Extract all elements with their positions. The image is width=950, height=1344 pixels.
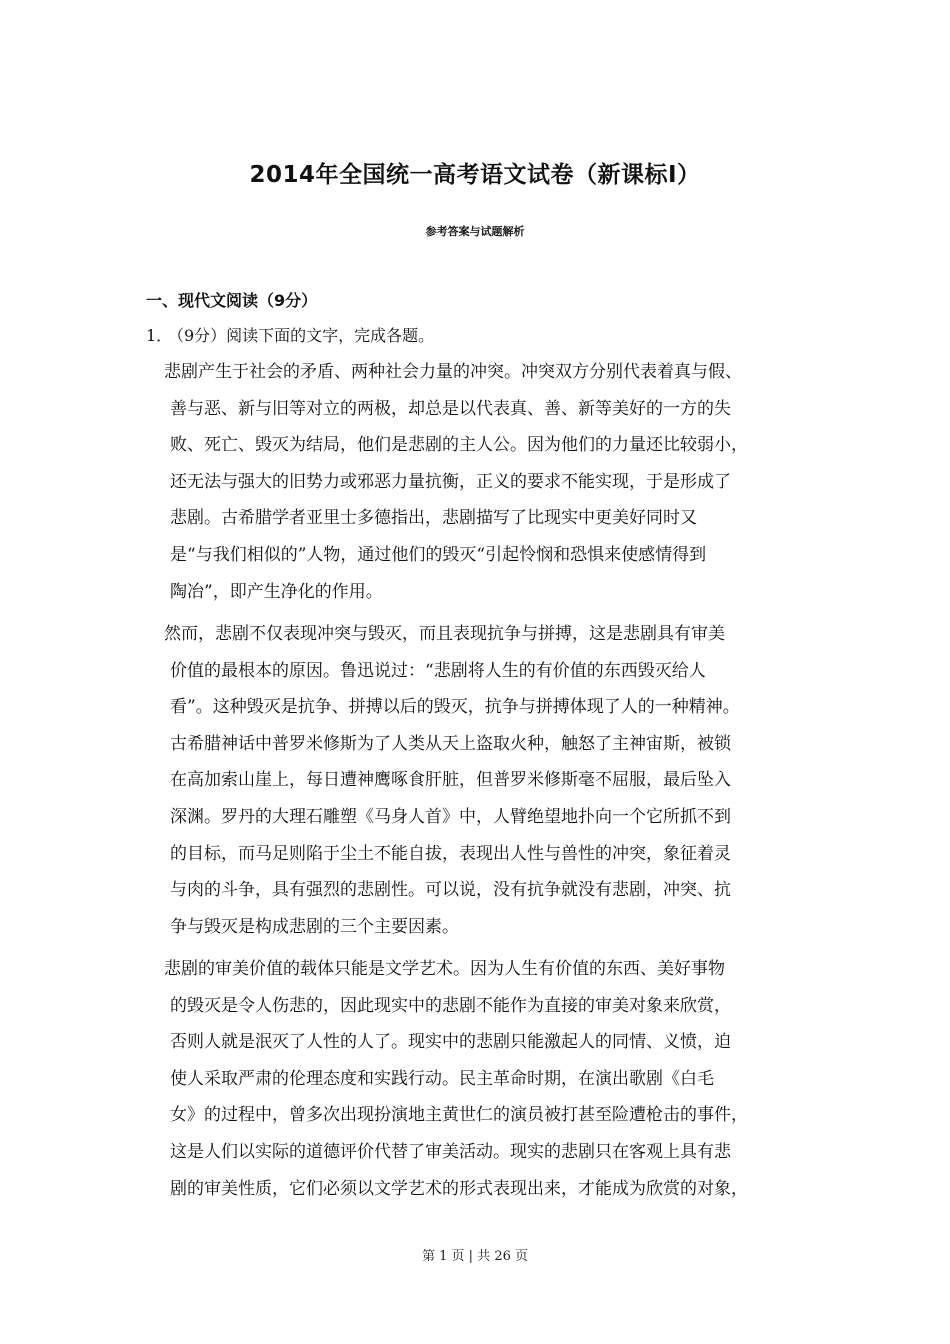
passage-paragraph [164, 616, 824, 945]
paragraph-line: 争与毁灭是构成悲剧的三个主要因素。 [170, 916, 459, 937]
paragraph-line: 善与恶、新与旧等对立的两极，却总是以代表真、善、新等美好的一方的失 [170, 398, 731, 419]
paragraph-line: 在高加索山崖上，每日遭神鹰啄食肝脏，但普罗米修斯毫不屈服，最后坠入 [170, 770, 731, 791]
paragraph-line: 是“与我们相似的”人物，通过他们的毁灭“引起怜悯和恐惧来使感情得到 [170, 544, 707, 565]
paragraph-line: 使人采取严肃的伦理态度和实践行动。民主革命时期，在演出歌剧《白毛 [170, 1068, 714, 1089]
page-footer: 第 1 页 | 共 26 页 [422, 1249, 528, 1264]
document-subtitle: 参考答案与试题解析 [425, 225, 525, 238]
paragraph-line: 悲剧。古希腊学者亚里士多德指出，悲剧描写了比现实中更美好同时又 [170, 508, 697, 529]
document-title: 2014年全国统一高考语文试卷（新课标Ⅰ） [249, 162, 701, 188]
paragraph-line: 深渊。罗丹的大理石雕塑《马身人首》中，人臂绝望地扑向一个它所抓不到 [170, 806, 731, 827]
passage-paragraph [164, 354, 824, 610]
paragraph-line: 价值的最根本的原因。鲁迅说过：“悲剧将人生的有价值的东西毁灭给人 [170, 660, 706, 681]
question-number: 1． [146, 326, 173, 345]
passage-paragraph [164, 951, 824, 1207]
paragraph-line: 还无法与强大的旧势力或邪恶力量抗衡，正义的要求不能实现，于是形成了 [170, 471, 731, 492]
paragraph-line: 的目标，而马足则陷于尘土不能自拔，表现出人性与兽性的冲突，象征着灵 [170, 843, 731, 864]
paragraph-line: 悲剧的审美价值的载体只能是文学艺术。因为人生有价值的东西、美好事物 [164, 959, 725, 979]
paragraph-line: 这是人们以实际的道德评价代替了审美活动。现实的悲剧只在客观上具有悲 [170, 1141, 731, 1162]
paragraph-line: 剧的审美性质，它们必须以文学艺术的形式表现出来，才能成为欣赏的对象， [170, 1178, 748, 1199]
paragraph-line: 看”。这种毁灭是抗争、拼搏以后的毁灭，抗争与拼搏体现了人的一种精神。 [170, 697, 740, 718]
paragraph-line: 然而，悲剧不仅表现冲突与毁灭，而且表现抗争与拼搏，这是悲剧具有审美 [164, 624, 725, 644]
paragraph-line: 陶冶”，即产生净化的作用。 [170, 581, 383, 602]
paragraph-line: 悲剧产生于社会的矛盾、两种社会力量的冲突。冲突双方分别代表着真与假、 [164, 362, 742, 382]
section-heading: 一、现代文阅读（9分） [146, 291, 318, 310]
paragraph-line: 古希腊神话中普罗米修斯为了人类从天上盗取火种，触怒了主神宙斯，被锁 [170, 733, 731, 754]
question-item [146, 323, 434, 346]
paragraph-line: 女》的过程中，曾多次出现扮演地主黄世仁的演员被打甚至险遭枪击的事件， [170, 1105, 748, 1126]
question-text: （9分）阅读下面的文字，完成各题。 [168, 326, 435, 345]
paragraph-line: 与肉的斗争，具有强烈的悲剧性。可以说，没有抗争就没有悲剧，冲突、抗 [170, 880, 731, 901]
paragraph-line: 的毁灭是令人伤悲的，因此现实中的悲剧不能作为直接的审美对象来欣赏， [170, 995, 731, 1016]
paragraph-line: 败、死亡、毁灭为结局，他们是悲剧的主人公。因为他们的力量还比较弱小， [170, 435, 748, 456]
paragraph-line: 否则人就是泯灭了人性的人了。现实中的悲剧只能激起人的同情、义愤，迫 [170, 1032, 731, 1053]
